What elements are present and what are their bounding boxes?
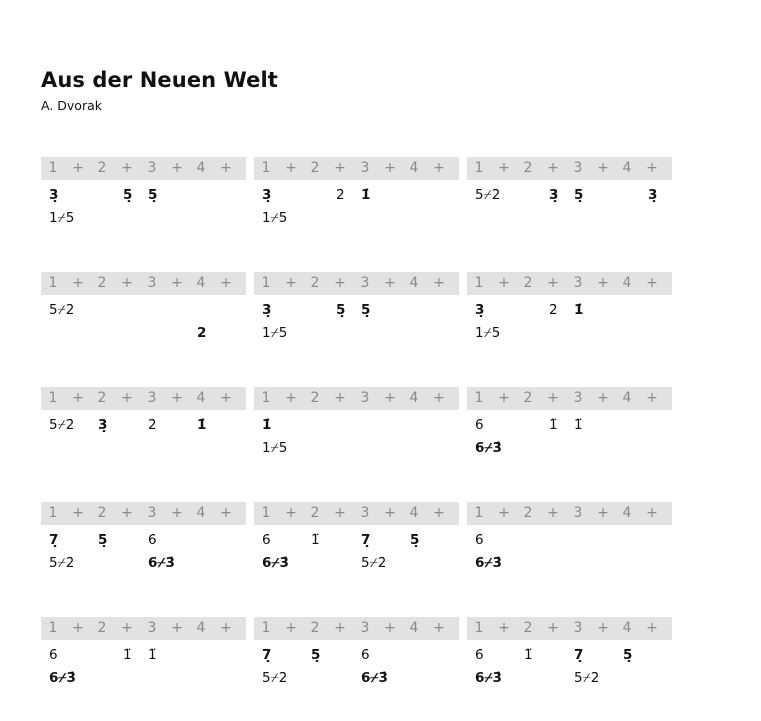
melody-note: 5̣ — [361, 302, 371, 318]
beat-label: 4 — [409, 505, 419, 521]
melody-note: 5̣ — [410, 532, 420, 548]
beat-label: + — [334, 275, 346, 291]
beat-label: + — [171, 620, 183, 636]
beat-label: 2 — [97, 275, 107, 291]
beat-label: 1 — [474, 160, 484, 176]
melody-note: 6̇ — [262, 532, 271, 548]
beat-label: + — [433, 160, 445, 176]
melody-note: 3̣ — [475, 302, 485, 318]
measure — [41, 387, 246, 477]
harmony-note: 6⌿3̇ — [361, 670, 388, 686]
beat-label: 1 — [474, 390, 484, 406]
melody-note: 1̈ — [524, 647, 533, 663]
beat-counter-bar — [467, 272, 672, 295]
beat-label: 2 — [523, 390, 533, 406]
measure — [254, 272, 459, 362]
melody-note: 5⌿2̇ — [49, 302, 75, 318]
beat-counter-bar — [467, 502, 672, 525]
beat-label: + — [72, 390, 84, 406]
beat-label: 2 — [310, 390, 320, 406]
beat-label: + — [547, 390, 559, 406]
melody-note: 7̣ — [262, 647, 272, 663]
melody-note: 6̇ — [475, 532, 484, 548]
beat-counter-bar — [41, 617, 246, 640]
beat-label: + — [171, 390, 183, 406]
beat-label: 4 — [622, 620, 632, 636]
measure — [467, 502, 672, 592]
harmony-note: 1⌿5 — [475, 325, 501, 341]
beat-label: 3 — [360, 275, 370, 291]
melody-note: 5̣ — [98, 532, 108, 548]
beat-label: 3 — [360, 620, 370, 636]
beat-label: + — [384, 505, 396, 521]
beat-label: + — [334, 390, 346, 406]
beat-label: + — [220, 505, 232, 521]
harmony-note: 1⌿5 — [262, 440, 288, 456]
beat-label: 1 — [48, 275, 58, 291]
beat-label: + — [498, 505, 510, 521]
beat-label: + — [597, 390, 609, 406]
measure — [467, 157, 672, 247]
melody-note: 1̈ — [549, 417, 558, 433]
measure — [254, 157, 459, 247]
beat-label: + — [646, 505, 658, 521]
measure — [467, 387, 672, 477]
melody-note: 1̇ — [574, 302, 584, 318]
beat-counter-bar — [41, 157, 246, 180]
beat-label: 2 — [523, 275, 533, 291]
beat-label: + — [72, 160, 84, 176]
beat-label: 2 — [97, 390, 107, 406]
beat-label: + — [597, 275, 609, 291]
beat-label: + — [384, 620, 396, 636]
beat-label: 2 — [310, 505, 320, 521]
beat-label: 4 — [622, 275, 632, 291]
beat-label: 3 — [147, 390, 157, 406]
beat-label: + — [597, 505, 609, 521]
harmony-note: 5⌿2̇ — [361, 555, 387, 571]
beat-label: + — [547, 160, 559, 176]
harmony-note: 6⌿3̇ — [475, 555, 502, 571]
melody-note: 3̣ — [49, 187, 59, 203]
beat-label: 1 — [474, 620, 484, 636]
beat-counter-bar — [467, 387, 672, 410]
beat-label: 4 — [409, 160, 419, 176]
melody-note: 6̇ — [361, 647, 370, 663]
beat-counter-bar — [41, 502, 246, 525]
beat-label: 1 — [261, 505, 271, 521]
melody-note: 7̣ — [574, 647, 584, 663]
beat-label: + — [498, 620, 510, 636]
beat-label: + — [646, 390, 658, 406]
beat-label: + — [433, 275, 445, 291]
beat-label: 4 — [196, 160, 206, 176]
beat-label: + — [334, 505, 346, 521]
melody-note: 5̣ — [623, 647, 633, 663]
measure — [467, 617, 672, 707]
beat-label: + — [334, 160, 346, 176]
harmony-note: 2 — [197, 325, 207, 341]
harmony-note: 5⌿2̇ — [262, 670, 288, 686]
melody-note: 1̈ — [311, 532, 320, 548]
beat-counter-bar — [254, 157, 459, 180]
harmony-note: 6⌿3̇ — [262, 555, 289, 571]
melody-note: 1̇ — [197, 417, 207, 433]
beat-label: 2 — [310, 275, 320, 291]
beat-label: 4 — [196, 275, 206, 291]
beat-label: 1 — [48, 505, 58, 521]
beat-label: + — [285, 160, 297, 176]
beat-label: + — [597, 160, 609, 176]
beat-label: + — [384, 390, 396, 406]
beat-label: 2 — [97, 620, 107, 636]
melody-note: 3̣ — [648, 187, 658, 203]
beat-label: 4 — [622, 505, 632, 521]
beat-label: 2 — [310, 620, 320, 636]
beat-label: + — [597, 620, 609, 636]
beat-label: 3 — [573, 275, 583, 291]
beat-counter-bar — [467, 157, 672, 180]
beat-label: 4 — [196, 505, 206, 521]
beat-counter-bar — [41, 272, 246, 295]
beat-label: 3 — [147, 505, 157, 521]
beat-label: 3 — [573, 390, 583, 406]
beat-label: + — [72, 275, 84, 291]
measure — [41, 272, 246, 362]
beat-counter-bar — [254, 617, 459, 640]
composer-name: A. Dvorak — [41, 98, 102, 113]
beat-label: + — [646, 275, 658, 291]
harmony-note: 5⌿2̇ — [49, 555, 75, 571]
beat-label: 2 — [523, 620, 533, 636]
beat-label: 1 — [261, 620, 271, 636]
melody-note: 1̈ — [148, 647, 157, 663]
beat-label: + — [285, 390, 297, 406]
beat-label: 4 — [409, 390, 419, 406]
beat-label: + — [171, 160, 183, 176]
melody-note: 2̇ — [148, 417, 157, 433]
beat-label: 3 — [147, 160, 157, 176]
melody-note: 3̣ — [549, 187, 559, 203]
beat-label: 4 — [622, 160, 632, 176]
measure — [254, 502, 459, 592]
beat-label: 3 — [147, 275, 157, 291]
beat-label: + — [171, 505, 183, 521]
beat-label: + — [220, 275, 232, 291]
melody-note: 6̇ — [49, 647, 58, 663]
melody-note: 6̇ — [475, 417, 484, 433]
beat-label: + — [547, 620, 559, 636]
beat-label: 3 — [573, 505, 583, 521]
beat-label: + — [285, 505, 297, 521]
beat-label: 1 — [261, 390, 271, 406]
beat-label: + — [121, 505, 133, 521]
beat-label: 3 — [573, 160, 583, 176]
measure — [254, 617, 459, 707]
melody-note: 5̣ — [148, 187, 158, 203]
beat-label: + — [646, 620, 658, 636]
beat-label: 1 — [48, 160, 58, 176]
beat-label: 3 — [573, 620, 583, 636]
beat-label: + — [384, 160, 396, 176]
harmony-note: 1⌿5 — [262, 210, 288, 226]
beat-label: + — [433, 620, 445, 636]
melody-note: 6̇ — [148, 532, 157, 548]
beat-label: 4 — [196, 620, 206, 636]
melody-note: 3̣ — [98, 417, 108, 433]
harmony-note: 1⌿5 — [49, 210, 75, 226]
beat-label: 2 — [97, 505, 107, 521]
melody-note: 1̇ — [262, 417, 272, 433]
harmony-note: 6⌿3̇ — [475, 670, 502, 686]
harmony-note: 6⌿3̇ — [49, 670, 76, 686]
beat-label: 1 — [474, 505, 484, 521]
measure — [41, 157, 246, 247]
page-title: Aus der Neuen Welt — [41, 68, 278, 92]
melody-note: 1̇ — [361, 187, 371, 203]
measure — [41, 502, 246, 592]
beat-label: 3 — [360, 390, 370, 406]
beat-counter-bar — [254, 387, 459, 410]
beat-label: 1 — [261, 275, 271, 291]
beat-label: 4 — [409, 620, 419, 636]
harmony-note: 5⌿2̇ — [574, 670, 600, 686]
beat-label: 2 — [97, 160, 107, 176]
melody-note: 6̇ — [475, 647, 484, 663]
beat-label: 3 — [147, 620, 157, 636]
beat-label: + — [72, 505, 84, 521]
harmony-note: 6⌿3̇ — [148, 555, 175, 571]
beat-label: + — [547, 275, 559, 291]
beat-label: + — [285, 620, 297, 636]
melody-note: 2̇ — [549, 302, 558, 318]
beat-label: + — [121, 160, 133, 176]
beat-label: + — [433, 505, 445, 521]
beat-label: + — [498, 275, 510, 291]
beat-label: + — [498, 160, 510, 176]
beat-label: + — [220, 620, 232, 636]
beat-label: 1 — [48, 620, 58, 636]
beat-counter-bar — [41, 387, 246, 410]
beat-label: + — [72, 620, 84, 636]
melody-note: 5⌿2̇ — [49, 417, 75, 433]
melody-note: 7̣ — [361, 532, 371, 548]
measure — [41, 617, 246, 707]
measure — [254, 387, 459, 477]
melody-note: 3̣ — [262, 302, 272, 318]
beat-label: + — [121, 390, 133, 406]
beat-label: + — [220, 160, 232, 176]
beat-label: 3 — [360, 505, 370, 521]
beat-label: + — [433, 390, 445, 406]
beat-label: 4 — [622, 390, 632, 406]
melody-note: 7̣ — [49, 532, 59, 548]
beat-label: + — [121, 275, 133, 291]
melody-note: 5̣ — [574, 187, 584, 203]
measure — [467, 272, 672, 362]
beat-label: 1 — [474, 275, 484, 291]
beat-counter-bar — [254, 502, 459, 525]
melody-note: 3̣ — [262, 187, 272, 203]
beat-counter-bar — [467, 617, 672, 640]
beat-label: + — [121, 620, 133, 636]
melody-note: 5̣ — [336, 302, 346, 318]
beat-label: + — [171, 275, 183, 291]
beat-label: 2 — [523, 505, 533, 521]
beat-label: + — [498, 390, 510, 406]
beat-label: 2 — [310, 160, 320, 176]
melody-note: 5̣ — [123, 187, 133, 203]
beat-counter-bar — [254, 272, 459, 295]
beat-label: + — [220, 390, 232, 406]
beat-label: 1 — [48, 390, 58, 406]
beat-label: 4 — [196, 390, 206, 406]
harmony-note: 1⌿5 — [262, 325, 288, 341]
melody-note: 1̈ — [574, 417, 583, 433]
melody-note: 5̣ — [311, 647, 321, 663]
beat-label: 2 — [523, 160, 533, 176]
beat-label: 3 — [360, 160, 370, 176]
harmony-note: 6⌿3̇ — [475, 440, 502, 456]
beat-label: + — [334, 620, 346, 636]
beat-label: 1 — [261, 160, 271, 176]
beat-label: 4 — [409, 275, 419, 291]
melody-note: 5⌿2̇ — [475, 187, 501, 203]
beat-label: + — [384, 275, 396, 291]
beat-label: + — [547, 505, 559, 521]
beat-label: + — [646, 160, 658, 176]
beat-label: + — [285, 275, 297, 291]
melody-note: 2̇ — [336, 187, 345, 203]
melody-note: 1̈ — [123, 647, 132, 663]
